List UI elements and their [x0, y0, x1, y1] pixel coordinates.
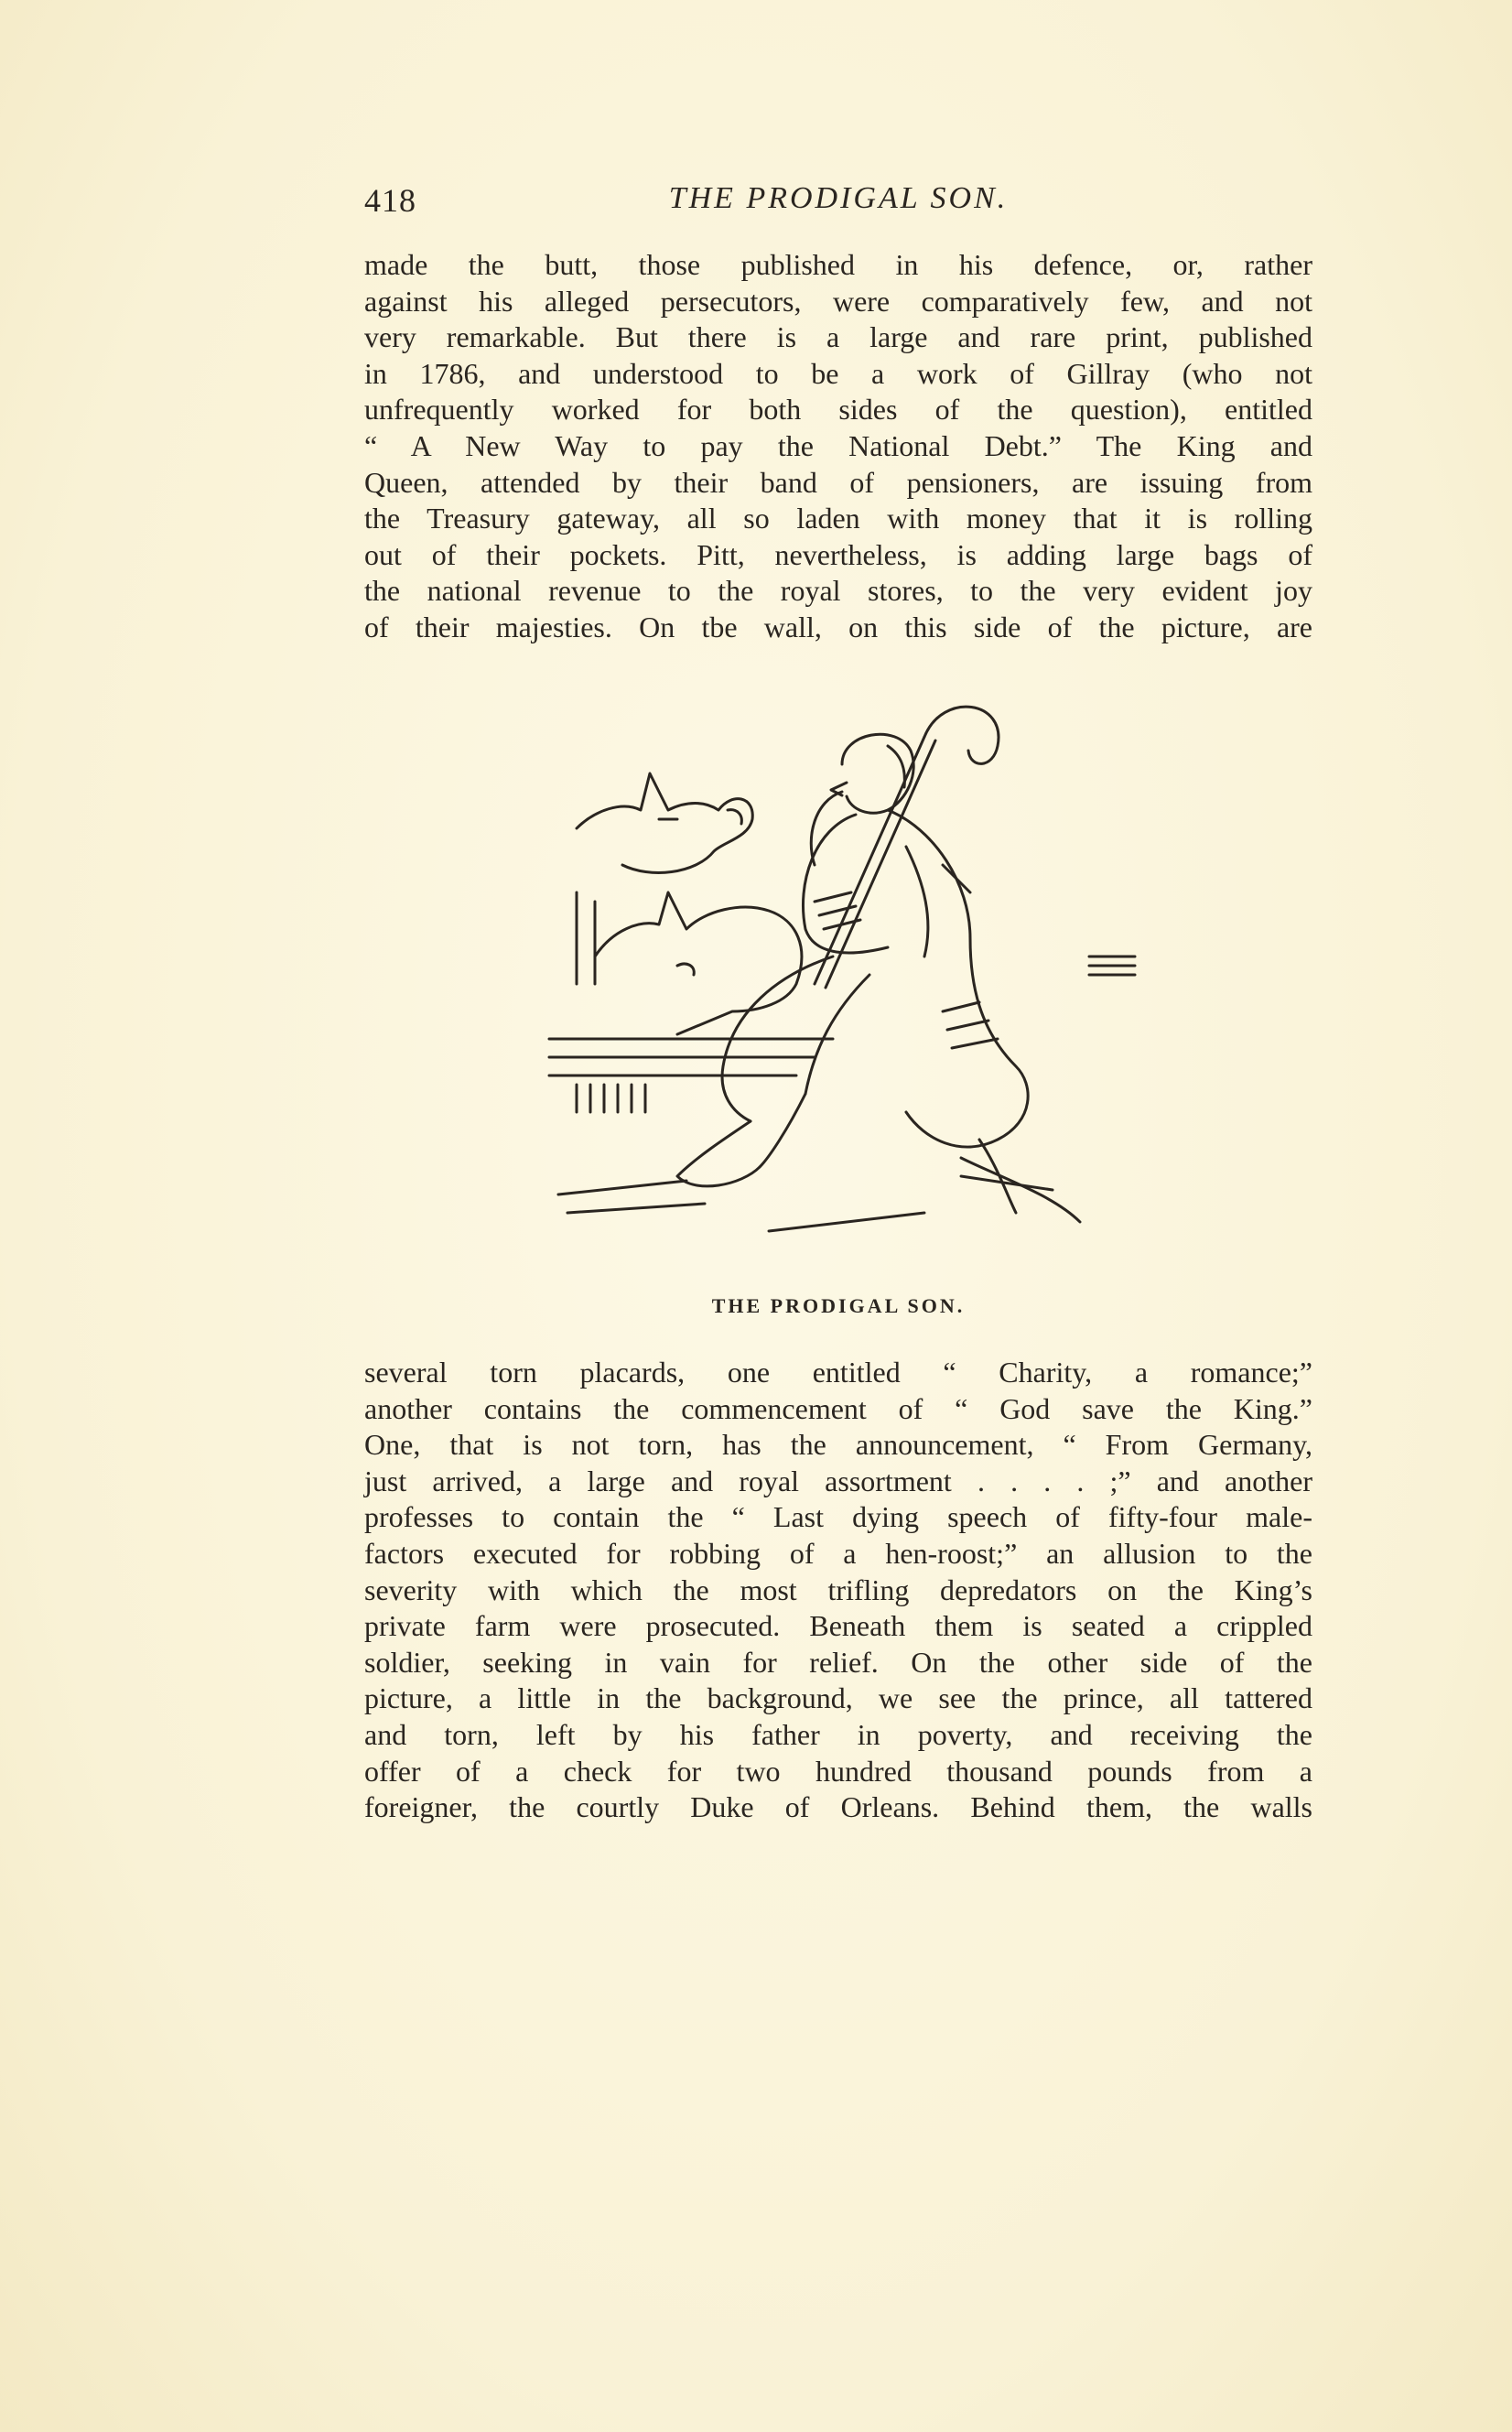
illustration-prodigal-son: [540, 682, 1144, 1286]
text-line: professes to contain the “ Last dying speech of fifty-four male-: [364, 1500, 1312, 1534]
text-line: unfrequently worked for both sides of the question), entitled: [364, 393, 1312, 427]
text-line: private farm were prosecuted. Beneath them is seated a crippled: [364, 1609, 1312, 1643]
pig-head-upper: [577, 773, 752, 872]
text-line: the national revenue to the royal stores, to the very evident joy: [364, 574, 1312, 608]
text-line: “ A New Way to pay the National Debt.” The King and: [364, 428, 1312, 462]
running-title: THE PRODIGAL SON.: [668, 181, 1009, 215]
text-line: very remarkable. But there is a large and rare print, published: [364, 320, 1312, 354]
figure-body: [803, 815, 888, 953]
pig-head-lower: [595, 892, 802, 1034]
text-line: soldier, seeking in vain for relief. On the other side of the: [364, 1645, 1312, 1679]
text-line: picture, a little in the background, we see the prince, all tattered: [364, 1681, 1312, 1715]
running-header: [364, 181, 1312, 227]
ground: [558, 1176, 1053, 1231]
text-line: just arrived, a large and royal assortment . . . . ;” and another: [364, 1464, 1312, 1497]
text-line: against his alleged persecutors, were comparatively few, and not: [364, 284, 1312, 318]
text-line: made the butt, those published in his defence, or, rather: [364, 248, 1312, 281]
paragraph-bottom: [364, 1355, 1312, 1826]
text-line: several torn placards, one entitled “ Charity, a romance;”: [364, 1356, 1312, 1389]
text-line: offer of a check for two hundred thousand pounds from a: [364, 1754, 1312, 1788]
text-line: factors executed for robbing of a hen-roost;” an allusion to the: [364, 1536, 1312, 1570]
text-line: the Treasury gateway, all so laden with money that it is rolling: [364, 502, 1312, 535]
text-line: Queen, attended by their band of pensioners, are issuing from: [364, 465, 1312, 499]
text-line: One, that is not torn, has the announcement, “ From Germany,: [364, 1428, 1312, 1462]
text-line: foreigner, the courtly Duke of Orleans. Behind them, the walls: [364, 1790, 1312, 1824]
shepherd-crook: [924, 707, 999, 763]
figure-head: [842, 734, 913, 813]
engraving-illustration: [540, 682, 1144, 1286]
text-line: in 1786, and understood to be a work of Gillray (who not: [364, 356, 1312, 390]
text-line: out of their pockets. Pitt, nevertheless, is adding large bags of: [364, 537, 1312, 571]
text-line: another contains the commencement of “ God save the King.”: [364, 1391, 1312, 1425]
page-number: 418: [364, 182, 416, 219]
text-line: of their majesties. On tbe wall, on this side of the picture, are: [364, 610, 1312, 643]
paragraph-top: [364, 247, 1312, 646]
trough: [549, 1039, 833, 1075]
text-line: severity with which the most trifling depredators on the King’s: [364, 1573, 1312, 1606]
text-line: and torn, left by his father in poverty, and receiving the: [364, 1717, 1312, 1751]
figure-caption: THE PRODIGAL SON.: [711, 1294, 966, 1317]
